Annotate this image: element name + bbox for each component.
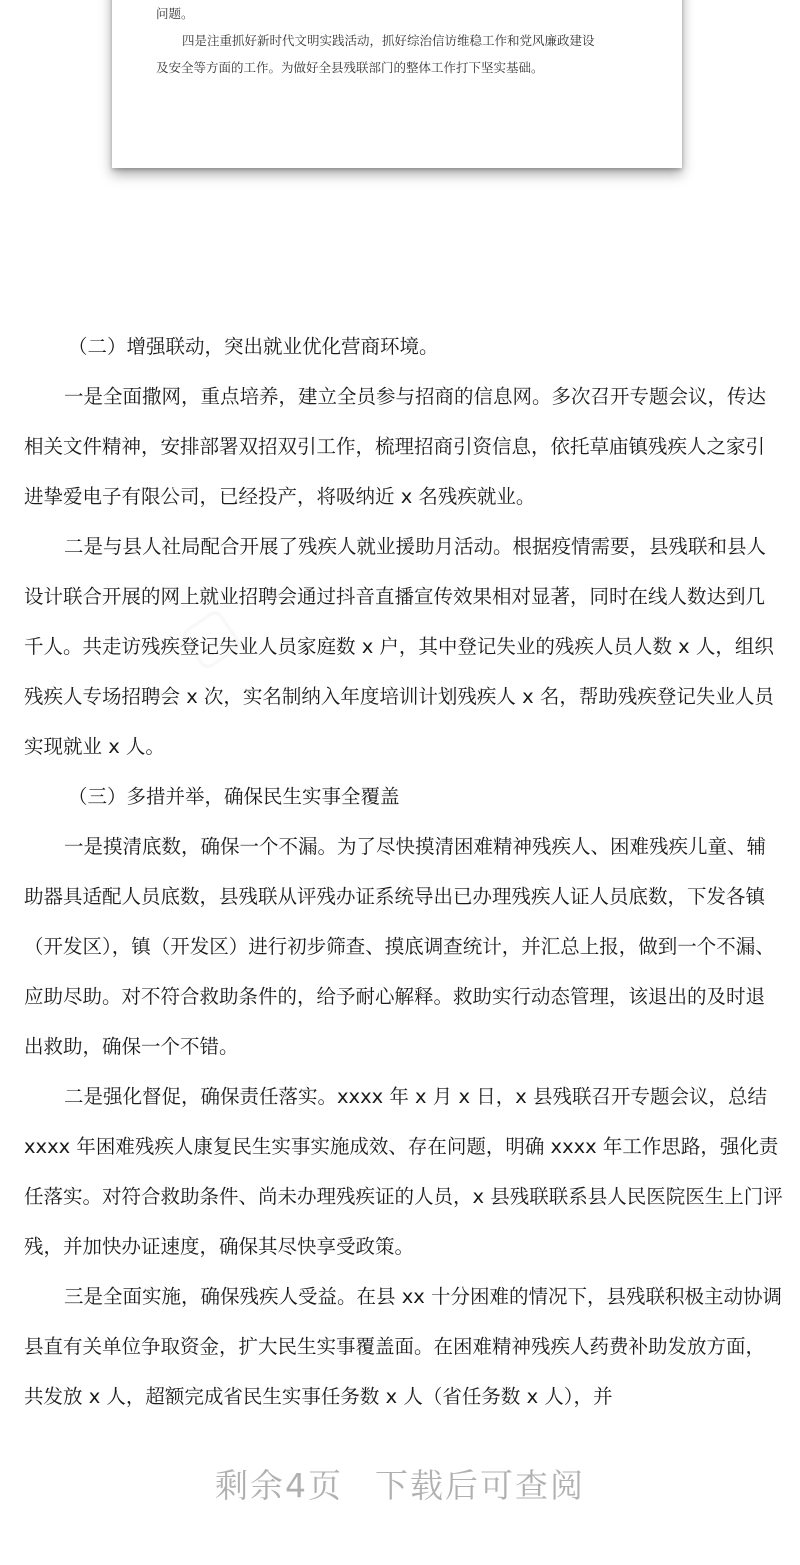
remaining-pages-label: 剩余4页 xyxy=(215,1466,343,1505)
preview-text xyxy=(156,0,646,81)
section-heading: （三）多措并举，确保民生实事全覆盖 xyxy=(68,785,400,808)
paragraph: 二是强化督促，确保责任落实。xxxx 年 x 月 x 日，x 县残联召开专题会议，总结 xxxx 年困难残疾人康复民生实事实施成效、存在问题，明确 xxxx 年工作思路，强化责任落实。对符合救助条件、尚未办理残疾证的人员，x 县残联联系县人民医院医生上门评残，并加快办证速度，确保其尽快享受政策。 xyxy=(24,1085,783,1258)
paragraph: 一是摸清底数，确保一个不漏。为了尽快摸清困难精神残疾人、困难残疾儿童、辅助器具适配人员底数，县残联从评残办证系统导出已办理残疾人证人员底数，下发各镇（开发区），镇（开发区）进行初步筛查、摸底调查统计，并汇总上报，做到一个不漏、应助尽助。对不符合救助条件的，给予耐心解释。救助实行动态管理，该退出的及时退出救助，确保一个不错。 xyxy=(24,835,775,1058)
paragraph: 三是全面实施，确保残疾人受益。在县 xx 十分困难的情况下，县残联积极主动协调县直有关单位争取资金，扩大民生实事覆盖面。在困难精神残疾人药费补助发放方面，共发放 x 人，超额完成省民生实事任务数 x 人（省任务数 x 人），并 xyxy=(24,1285,782,1408)
document-body xyxy=(24,322,784,1422)
watermark: ▢ xyxy=(165,588,256,682)
preview-line: 问题。 xyxy=(156,6,194,21)
paragraph: 一是全面撒网，重点培养，建立全员参与招商的信息网。多次召开专题会议，传达相关文件精神，安排部署双招双引工作，梳理招商引资信息，依托草庙镇残疾人之家引进挚爱电子有限公司，已经投产，将吸纳近 x 名残疾就业。 xyxy=(24,385,767,508)
preview-line: 四是注重抓好新时代文明实践活动，抓好综治信访维稳工作和党风廉政建设 xyxy=(182,33,595,48)
preview-page-card xyxy=(112,0,682,168)
section-heading: （二）增强联动，突出就业优化营商环境。 xyxy=(68,335,439,358)
paragraph: 二是与县人社局配合开展了残疾人就业援助月活动。根据疫情需要，县残联和县人设计联合开展的网上就业招聘会通过抖音直播宣传效果相对显著，同时在线人数达到几千人。共走访残疾登记失业人员家庭数 x 户，其中登记失业的残疾人员人数 x 人，组织残疾人专场招聘会 x 次，实名制纳入年度培训计划残疾人 x 名，帮助残疾登记失业人员实现就业 x 人。 xyxy=(24,535,774,758)
remaining-pages-notice[interactable] xyxy=(0,1460,800,1507)
download-to-read-label: 下载后可查阅 xyxy=(375,1466,585,1505)
preview-line: 及安全等方面的工作。为做好全县残联部门的整体工作打下坚实基础。 xyxy=(156,60,544,75)
